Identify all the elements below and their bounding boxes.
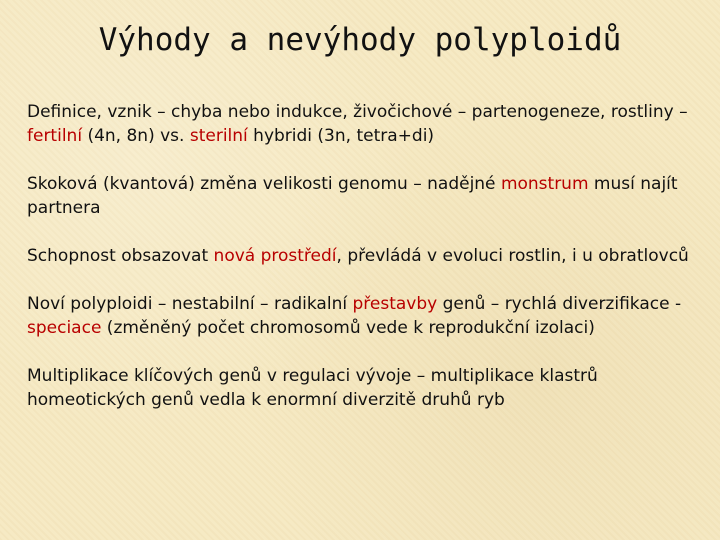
- bullet-4: [27, 292, 697, 340]
- bullet-text: musí najít partnera: [27, 174, 678, 218]
- highlighted-term: fertilní: [27, 126, 83, 146]
- slide-title: Výhody a nevýhody polyploidů: [98, 22, 622, 58]
- highlighted-term: nová prostředí: [213, 246, 337, 266]
- bullet-text: (4n, 8n) vs.: [82, 126, 190, 146]
- bullet-list: [27, 100, 697, 436]
- highlighted-term: přestavby: [352, 294, 438, 314]
- bullet-text: Skoková (kvantová) změna velikosti genomu – nadějné: [27, 174, 501, 194]
- bullet-3: [27, 244, 697, 268]
- bullet-5: [27, 364, 697, 412]
- bullet-1: [27, 100, 697, 148]
- bullet-text: Multiplikace klíčových genů v regulaci vývoje – multiplikace klastrů homeotických genů vedla k enormní diverzitě druhů ryb: [27, 366, 598, 410]
- highlighted-term: speciace: [27, 318, 102, 338]
- bullet-text: Schopnost obsazovat: [27, 246, 214, 266]
- bullet-text: (změněný počet chromosomů vede k reprodukční izolaci): [101, 318, 595, 338]
- highlighted-term: sterilní: [189, 126, 248, 146]
- bullet-text: Definice, vznik – chyba nebo indukce, živočichové – partenogeneze, rostliny –: [27, 102, 688, 122]
- bullet-2: [27, 172, 697, 220]
- bullet-text: hybridi (3n, tetra+di): [247, 126, 435, 146]
- bullet-text: Noví polyploidi – nestabilní – radikalní: [27, 294, 353, 314]
- highlighted-term: monstrum: [500, 174, 589, 194]
- bullet-text: genů – rychlá diverzifikace -: [437, 294, 682, 314]
- bullet-text: , převládá v evoluci rostlin, i u obratlovců: [336, 246, 689, 266]
